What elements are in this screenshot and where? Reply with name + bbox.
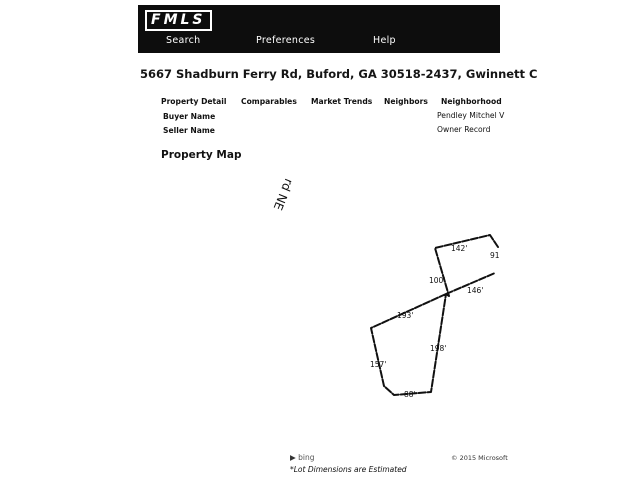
tab-neighborhood[interactable]: Neighborhood: [441, 97, 502, 106]
dimension-label-193: 193': [397, 311, 414, 320]
top-header: [138, 5, 500, 53]
bing-logo: [290, 453, 315, 462]
bing-text: bing: [298, 453, 315, 462]
parcel-outline: [138, 165, 500, 455]
dimension-label-198: 198': [430, 344, 447, 353]
property-address: 5667 Shadburn Ferry Rd, Buford, GA 30518-2437, Gwinnett C: [140, 67, 538, 81]
dimension-label-146: 146': [467, 286, 484, 295]
map-copyright: © 2015 Microsoft: [451, 454, 508, 462]
buyer-name-label: Buyer Name: [163, 112, 216, 121]
nav-search[interactable]: Search: [166, 35, 201, 46]
dimension-label-91: 91: [490, 251, 500, 260]
bing-b-icon: ▶: [290, 453, 296, 462]
dimension-label-142: 142': [451, 244, 468, 253]
lot-dimensions-note: *Lot Dimensions are Estimated: [290, 465, 407, 474]
fmls-logo[interactable]: FMLS: [145, 10, 212, 31]
nav-help[interactable]: Help: [373, 35, 396, 46]
seller-name-value: Owner Record: [437, 125, 491, 134]
tab-comparables[interactable]: Comparables: [241, 97, 297, 106]
dimension-label-157: 157': [370, 360, 387, 369]
buyer-name-value: Pendley Mitchel V: [437, 111, 505, 120]
tab-neighbors[interactable]: Neighbors: [384, 97, 428, 106]
report-page: [138, 0, 538, 480]
tab-market-trends[interactable]: Market Trends: [311, 97, 373, 106]
tab-property-detail[interactable]: Property Detail: [161, 97, 227, 106]
seller-name-label: Seller Name: [163, 126, 215, 135]
dimension-label-100: 100': [429, 276, 446, 285]
property-map[interactable]: [138, 165, 500, 455]
property-map-heading: Property Map: [161, 149, 242, 161]
street-name-label: rd NE: [270, 176, 296, 213]
dimension-label-88: 88': [404, 390, 416, 399]
nav-preferences[interactable]: Preferences: [256, 35, 316, 46]
